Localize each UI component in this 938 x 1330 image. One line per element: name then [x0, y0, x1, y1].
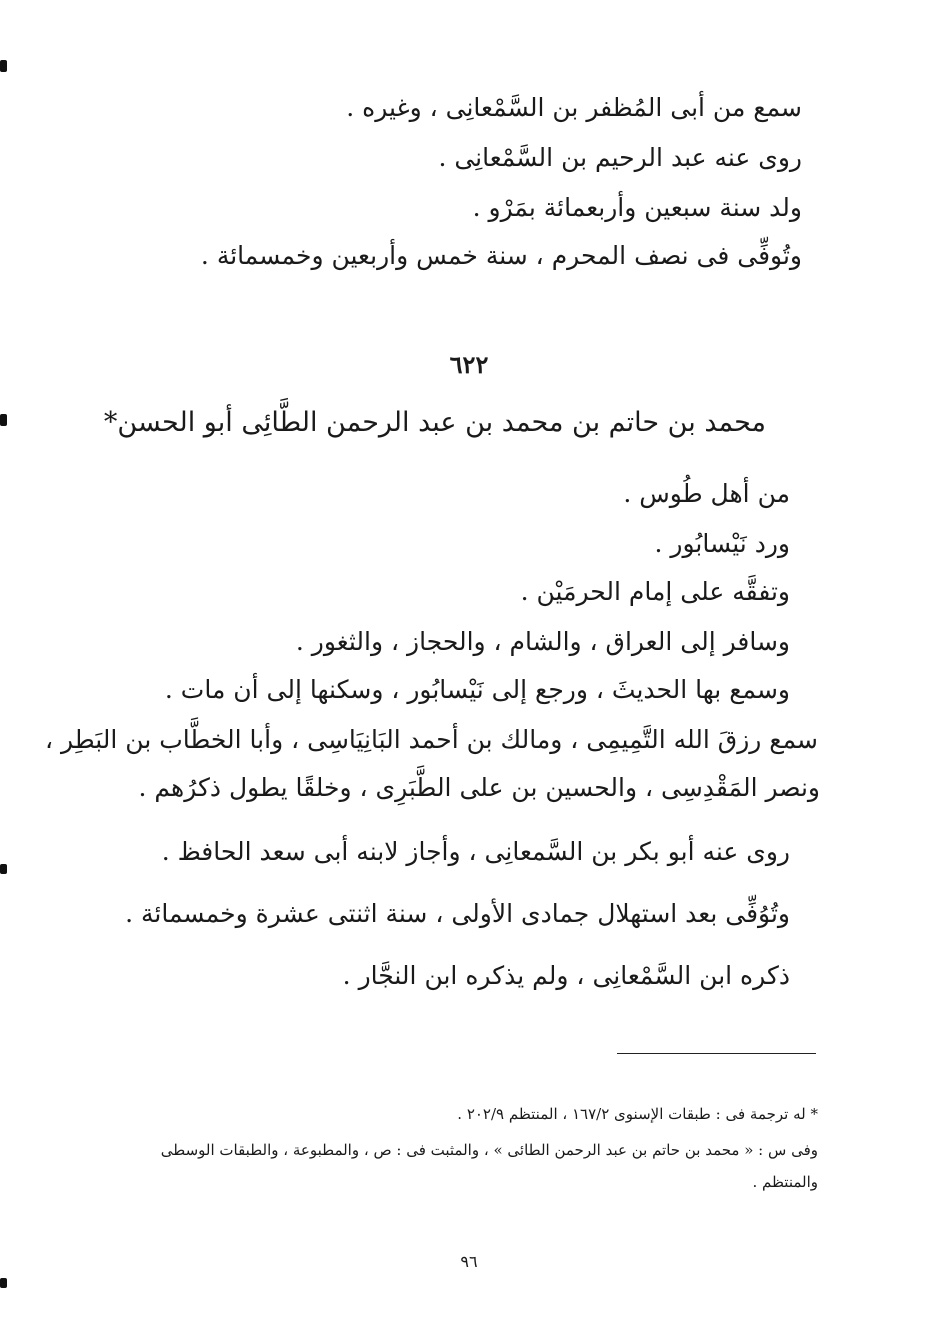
text-line: من أهل طُوس . — [623, 479, 790, 508]
footnote-rule — [617, 1053, 816, 1054]
text-line: وسافر إلى العراق ، والشام ، والحجاز ، والثغور . — [295, 627, 790, 656]
text-line: وسمع بها الحديثَ ، ورجع إلى نَيْسابُور ، وسكنها إلى أن مات . — [164, 675, 790, 704]
scan-mark — [0, 864, 7, 874]
text-line: سمع رزقَ الله التَّمِيمِى ، ومالك بن أحمد البَانِيَاسِى ، وأبا الخطَّاب بن البَطِر ، — [44, 725, 818, 754]
text-line: ورد نَيْسابُور . — [654, 529, 790, 558]
text-line: روى عنه أبو بكر بن السَّمعانِى ، وأجاز لابنه أبى سعد الحافظ . — [161, 837, 790, 866]
footnote-line: وفى س : « محمد بن حاتم بن عبد الرحمن الطائى » ، والمثبت فى : ص ، والمطبوعة ، والطبقات الوسطى — [160, 1141, 818, 1159]
entry-number: ٦٢٢ — [449, 350, 489, 379]
entry-heading: محمد بن حاتم بن محمد بن عبد الرحمن الطَّائِى أبو الحسن* — [103, 407, 766, 438]
footnote-line: والمنتظم . — [752, 1173, 818, 1191]
text-line: وتُوُفِّى بعد استهلال جمادى الأولى ، سنة اثنتى عشرة وخمسمائة . — [125, 899, 790, 928]
scan-mark — [0, 1278, 7, 1288]
scan-mark — [0, 60, 7, 72]
text-line: وتفقَّه على إمام الحرمَيْن . — [520, 577, 790, 606]
text-line: ولد سنة سبعين وأربعمائة بمَرْو . — [472, 193, 802, 222]
footnote-line: * له ترجمة فى : طبقات الإسنوى ١٦٧/٢ ، المنتظم ٢٠٢/٩ . — [457, 1105, 818, 1123]
page-number: ٩٦ — [460, 1252, 478, 1271]
text-line: ذكره ابن السَّمْعانِى ، ولم يذكره ابن النجَّار . — [342, 961, 790, 990]
text-line: سمع من أبى المُظفر بن السَّمْعانِى ، وغيره . — [346, 93, 802, 122]
scan-mark — [0, 414, 7, 426]
text-line: روى عنه عبد الرحيم بن السَّمْعانِى . — [438, 143, 802, 172]
text-line: وتُوفِّى فى نصف المحرم ، سنة خمس وأربعين وخمسمائة . — [200, 241, 802, 270]
text-line: ونصر المَقْدِسِى ، والحسين بن على الطَّبَرِى ، وخلقًا يطول ذكرُهم . — [138, 773, 820, 802]
